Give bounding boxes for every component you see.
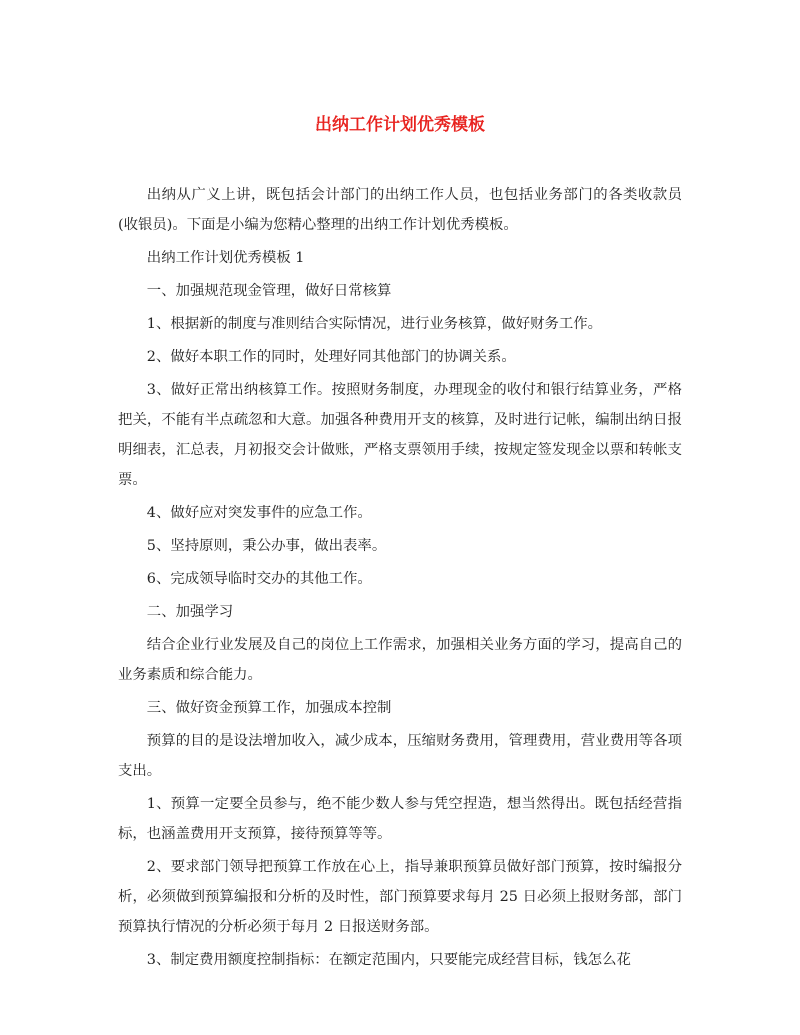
list-item: 5、坚持原则，秉公办事，做出表率。 [146, 538, 387, 554]
document-title: 出纳工作计划优秀模板 [315, 115, 485, 135]
section-heading: 三、做好资金预算工作，加强成本控制 [146, 700, 392, 716]
section-heading: 二、加强学习 [146, 604, 234, 620]
intro-paragraph: 出纳从广义上讲，既包括会计部门的出纳工作人员，也包括业务部门的各类收款员(收银员)。下面是小编为您精心整理的出纳工作计划优秀模板。 [118, 187, 682, 233]
list-item: 3、制定费用额度控制指标：在额定范围内，只要能完成经营目标，钱怎么花 [146, 952, 631, 968]
list-item: 3、做好正常出纳核算工作。按照财务制度，办理现金的收付和银行结算业务，严格把关，不能有半点疏忽和大意。加强各种费用开支的核算，及时进行记帐，编制出纳日报明细表，汇总表，月初报交会计做账，严格支票领用手续，按规定签发现金以票和转帐支票。 [118, 382, 682, 488]
template-heading: 出纳工作计划优秀模板 1 [146, 250, 305, 266]
body-paragraph: 结合企业行业发展及自己的岗位上工作需求，加强相关业务方面的学习，提高自己的业务素质和综合能力。 [118, 637, 682, 683]
list-item: 4、做好应对突发事件的应急工作。 [146, 505, 372, 521]
list-item: 1、根据新的制度与准则结合实际情况，进行业务核算，做好财务工作。 [146, 316, 603, 332]
document-body [118, 180, 682, 978]
list-item: 2、要求部门领导把预算工作放在心上，指导兼职预算员做好部门预算，按时编报分析，必须做到预算编报和分析的及时性，部门预算要求每月 25 日必须上报财务部，部门预算执行情况的分析必须于每月 2 日报送财务部。 [118, 859, 682, 935]
list-item: 2、做好本职工作的同时，处理好同其他部门的协调关系。 [146, 349, 516, 365]
list-item: 6、完成领导临时交办的其他工作。 [146, 571, 372, 587]
list-item: 1、预算一定要全员参与，绝不能少数人参与凭空捏造，想当然得出。既包括经营指标，也涵盖费用开支预算，接待预算等等。 [118, 796, 682, 842]
body-paragraph: 预算的目的是设法增加收入，减少成本，压缩财务费用，管理费用，营业费用等各项支出。 [118, 733, 682, 779]
section-heading: 一、加强规范现金管理，做好日常核算 [146, 283, 392, 299]
